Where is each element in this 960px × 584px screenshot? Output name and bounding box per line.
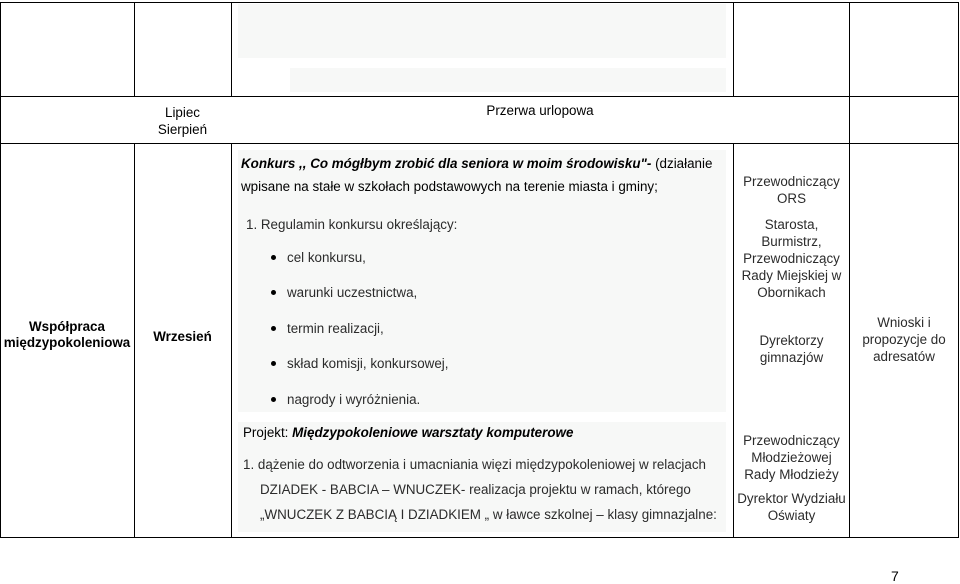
table-border [231, 2, 232, 97]
contest-line2: wpisane na stałe w szkołach podstawowych na terenie miasta i gminy; [241, 179, 658, 194]
table-border [0, 143, 958, 144]
area-label: Współpraca międzypokoleniowa [3, 319, 131, 350]
responsible-edu: Dyrektor Wydziału Oświaty [737, 491, 846, 523]
top-shade-2 [290, 68, 726, 92]
table-border [733, 2, 734, 97]
contest-bullet: termin realizacji, [287, 321, 384, 336]
contest-rules-intro: 1. Regulamin konkursu określający: [246, 217, 458, 232]
holiday-months: Lipiec Sierpień [157, 105, 208, 137]
project-line2: DZIADEK - BABCIA – WNUCZEK- realizacja projektu w ramach, którego [260, 482, 691, 497]
bullet-icon [271, 255, 276, 260]
table-border [0, 2, 1, 538]
table-border [0, 537, 958, 538]
bullet-icon [271, 326, 276, 331]
project-label: Projekt: [243, 425, 293, 440]
contest-bullet: cel konkursu, [287, 250, 366, 265]
contest-bullet: nagrody i wyróżnienia. [287, 392, 421, 407]
contest-bullet: skład komisji, konkursowej, [287, 356, 449, 371]
page-number: 7 [891, 568, 899, 584]
contest-bullet: warunki uczestnictwa, [287, 285, 418, 300]
bullet-icon [271, 397, 276, 402]
project-line1: 1. dążenie do odtworzenia i umacniania więzi międzypokoleniowej w relacjach [243, 457, 706, 472]
table-border [958, 2, 959, 538]
project-line3: „WNUCZEK Z BABCIĄ I DZIADKIEM „ w ławce szkolnej – klasy gimnazjalne: [260, 507, 717, 522]
responsible-officials: Starosta, Burmistrz, Przewodniczący Rady Miejskiej w Obornikach [741, 217, 842, 300]
month-label: Wrzesień [153, 329, 212, 344]
table-border [231, 143, 232, 538]
top-shade-1 [238, 4, 726, 58]
notes-text: Wnioski i propozycje do adresatów [862, 315, 946, 364]
bullet-icon [271, 290, 276, 295]
bullet-icon [271, 361, 276, 366]
project-name: Międzypokoleniowe warsztaty komputerowe [292, 425, 574, 440]
table-border [0, 96, 958, 97]
contest-title-bold: Konkurs ,, Co mógłbym zrobić dla seniora w moim środowisku"- [241, 156, 652, 171]
responsible-ors: Przewodniczący ORS [743, 174, 840, 206]
contest-title [241, 156, 712, 172]
table-border [0, 2, 958, 3]
responsible-youth: Przewodniczący Młodzieżowej Rady Młodzieży [743, 433, 840, 482]
responsible-directors: Dyrektorzy gimnazjów [759, 333, 824, 365]
table-border [849, 2, 850, 538]
table-border [134, 2, 135, 97]
project-title [243, 425, 573, 441]
contest-title-tail: (działanie [651, 156, 713, 171]
holiday-label: Przerwa urlopowa [486, 103, 594, 118]
